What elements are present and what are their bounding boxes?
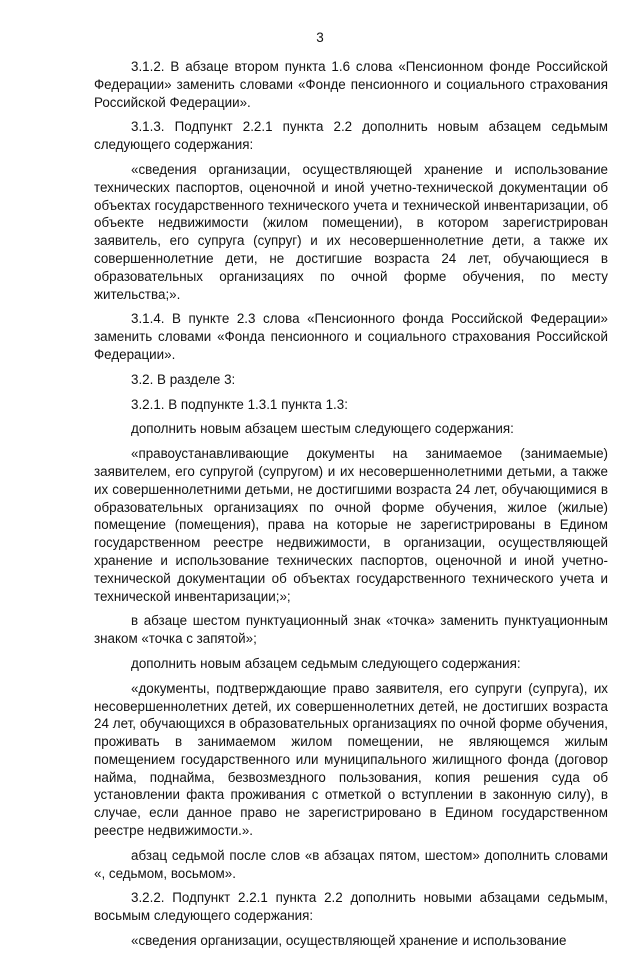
paragraph-seventh-amend: абзац седьмой после слов «в абзацах пятом, шестом» дополнить словами «, седьмом, восьмом». xyxy=(94,847,608,881)
paragraph-sixth-punctuation: в абзаце шестом пунктуационный знак «точка» заменить пунктуационным знаком «точка с запятой»; xyxy=(94,613,608,647)
paragraph-quote-pravo: «правоустанавливающие документы на занимаемое (занимаемые) заявителем, его супругой (супругом) и их несовершеннолетними детьми, а также их совершеннолетними детьми, не достигшими возраста 24 лет, обучающимися в образовательных организациях по очной форме обучения, жилое (жилые) помещение (помещения), права на которые не зарегистрированы в Едином государственном реестре недвижимости, в организации, осуществляющей хранение и использование технических паспортов, оценочной и иной учетно-технической документации об объектах государственного технического учета и технической инвентаризации;»; xyxy=(94,446,608,604)
paragraph-3-1-3: 3.1.3. Подпункт 2.2.1 пункта 2.2 дополнить новым абзацем седьмым следующего содержания: xyxy=(94,119,608,153)
paragraph-add-sixth: дополнить новым абзацем шестым следующего содержания: xyxy=(131,421,514,437)
paragraph-3-1-2: 3.1.2. В абзаце втором пункта 1.6 слова «Пенсионном фонде Российской Федерации» заменить словами «Фонде пенсионного и социального страхования Российской Федерации». xyxy=(94,59,608,110)
page-number: 3 xyxy=(316,30,324,45)
paragraph-3-1-4: 3.1.4. В пункте 2.3 слова «Пенсионного фонда Российской Федерации» заменить словами «Фонда пенсионного и социального страхования Российской Федерации». xyxy=(94,311,608,362)
paragraph-quote-svedeniya: «сведения организации, осуществляющей хранение и использование технических паспортов, оценочной и иной учетно-технической документации об объектах государственного технического учета и технической инвентаризации, об объекте недвижимости (жилом помещении), в котором зарегистрирован заявитель, его супруга (супруг) и их несовершеннолетние дети, а также их совершеннолетние дети, не достигшие возраста 24 лет, обучающиеся в образовательных организациях по очной форме обучения, по месту жительства;». xyxy=(94,161,608,302)
paragraph-3-2-1: 3.2.1. В подпункте 1.3.1 пункта 1.3: xyxy=(131,396,348,412)
document-body xyxy=(94,58,608,957)
paragraph-3-2: 3.2. В разделе 3: xyxy=(131,371,236,387)
paragraph-3-2-2: 3.2.2. Подпункт 2.2.1 пункта 2.2 дополнить новыми абзацами седьмым, восьмым следующего содержания: xyxy=(94,890,608,924)
paragraph-quote-documents: «документы, подтверждающие право заявителя, его супруги (супруга), их несовершеннолетних детей, их совершеннолетних детей, не достигших возраста 24 лет, обучающихся в образовательных организациях по очной форме обучения, проживать в занимаемом жилом помещении, не являющемся жилым помещением государственного или муниципального жилищного фонда (договор найма, поднайма, безвозмездного пользования, копия решения суда об установлении факта проживания с отметкой о вступлении в законную силу), в случае, если данное право не зарегистрировано в Едином государственном реестре недвижимости.». xyxy=(94,680,608,839)
paragraph-quote-svedeniya-2: «сведения организации, осуществляющей хранение и использование xyxy=(131,933,567,949)
paragraph-add-seventh: дополнить новым абзацем седьмым следующего содержания: xyxy=(131,655,521,671)
